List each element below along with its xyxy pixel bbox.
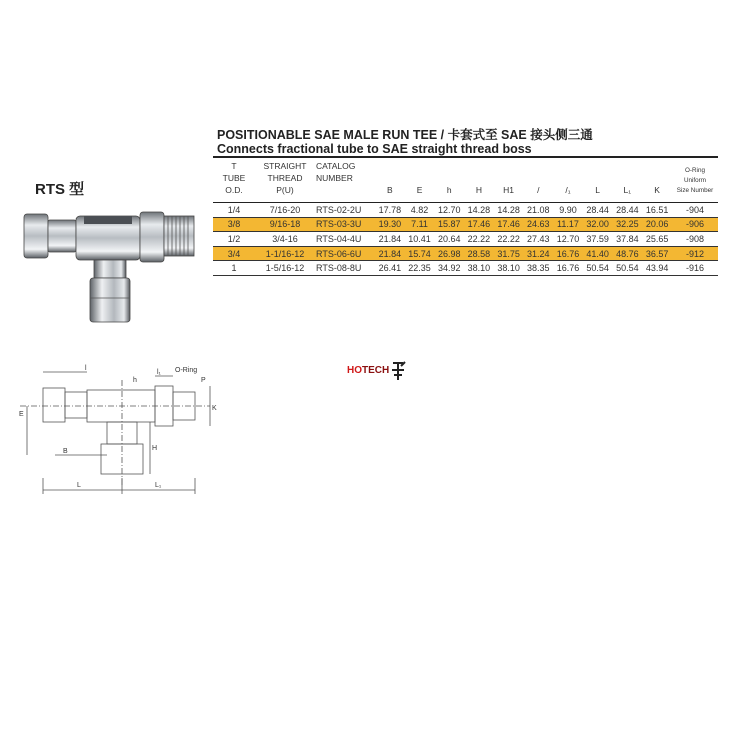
table-cell: 32.00 xyxy=(583,217,613,232)
col-L1: L₁ xyxy=(623,185,632,195)
table-cell: 15.74 xyxy=(405,246,435,261)
col-tube-od: T TUBE O.D. xyxy=(222,161,246,195)
branch-body xyxy=(94,260,126,278)
table-cell: 9.90 xyxy=(559,204,577,215)
drawing-label-oring: O-Ring xyxy=(175,367,198,374)
table-cell: 14.28 xyxy=(467,204,491,215)
table-row xyxy=(213,246,718,261)
table-cell: 22.22 xyxy=(497,233,520,244)
drawing-label-k: K xyxy=(212,405,217,412)
table-cell: 1-5/16-12 xyxy=(265,263,305,274)
right-hex xyxy=(140,212,164,262)
table-cell: 38.10 xyxy=(497,263,520,274)
table-cell: 43.94 xyxy=(645,263,669,274)
table-cell: 16.76 xyxy=(556,263,580,274)
drawing-label-L: L xyxy=(77,482,81,489)
table-row xyxy=(213,232,718,247)
table-cell: 50.54 xyxy=(616,263,639,274)
table-cell: RTS-03-3U xyxy=(315,217,375,232)
table-cell: 3/4-16 xyxy=(272,233,298,244)
table-cell: 7.11 xyxy=(405,217,435,232)
table-cell: 1/4 xyxy=(227,204,241,215)
drawing-label-L1: L₁ xyxy=(155,482,162,489)
table-cell: 17.78 xyxy=(378,204,402,215)
table-cell: 1 xyxy=(231,263,237,274)
col-k: K xyxy=(654,185,660,195)
drawing-label-e: E xyxy=(19,411,24,418)
table-cell: 20.64 xyxy=(437,233,461,244)
col-h: h xyxy=(446,185,452,195)
right-thread xyxy=(164,216,194,256)
drawing-label-h: h xyxy=(133,377,137,384)
table-cell: 37.84 xyxy=(616,233,639,244)
table-cell: 50.54 xyxy=(586,263,609,274)
col-l: / xyxy=(537,185,540,195)
table-cell: -916 xyxy=(685,263,704,274)
branch-nut xyxy=(90,278,130,322)
col-L: L xyxy=(595,185,601,195)
left-body xyxy=(48,220,76,252)
table-row xyxy=(213,203,718,218)
table-cell: 12.70 xyxy=(437,204,461,215)
drawing-left-nut xyxy=(43,388,65,422)
table-cell: 28.44 xyxy=(586,204,609,215)
table-cell: RTS-06-6U xyxy=(315,246,375,261)
table-cell: 19.30 xyxy=(375,217,405,232)
table-row xyxy=(213,217,718,232)
table-cell: 38.35 xyxy=(527,263,550,274)
model-label: RTS 型 xyxy=(35,181,85,198)
table-cell: -904 xyxy=(685,204,704,215)
col-e: E xyxy=(416,185,423,195)
hotech-text: HOTECH xyxy=(347,365,390,376)
table-cell: 28.58 xyxy=(464,246,494,261)
col-l1: /₁ xyxy=(565,185,571,195)
table-cell: -908 xyxy=(685,233,704,244)
col-catalog-number: CATALOG NUMBER xyxy=(316,161,356,183)
table-cell: 22.35 xyxy=(408,263,431,274)
table-cell: 21.84 xyxy=(375,246,405,261)
table-cell: 1/2 xyxy=(227,233,241,244)
table-cell: 3/8 xyxy=(213,217,255,232)
table-cell: 27.43 xyxy=(527,233,550,244)
left-nut xyxy=(24,214,48,258)
table-header-row xyxy=(213,160,718,203)
table-cell: 15.87 xyxy=(434,217,464,232)
drawing-label-h1: H xyxy=(152,445,158,452)
table-cell: 17.46 xyxy=(464,217,494,232)
table-cell: 38.10 xyxy=(467,263,491,274)
table-cell: 48.76 xyxy=(613,246,643,261)
table-cell: 11.17 xyxy=(553,217,583,232)
product-title: POSITIONABLE SAE MALE RUN TEE / 卡套式至 SAE 接头侧三通 xyxy=(217,128,593,142)
table-cell: 37.59 xyxy=(586,233,609,244)
table-cell: 31.24 xyxy=(523,246,553,261)
table-cell: 28.44 xyxy=(616,204,639,215)
table-cell: 17.46 xyxy=(494,217,524,232)
table-cell: 26.98 xyxy=(434,246,464,261)
col-h1: H1 xyxy=(503,185,515,195)
table-cell: RTS-08-8U xyxy=(316,263,362,274)
table-cell: 21.84 xyxy=(378,233,402,244)
product-photo xyxy=(22,200,222,330)
table-cell: 21.08 xyxy=(527,204,550,215)
table-row xyxy=(213,261,718,276)
hotech-logo-icon xyxy=(389,360,407,382)
spec-table xyxy=(213,160,718,276)
col-h-upper: H xyxy=(475,185,482,195)
table-cell: 24.63 xyxy=(523,217,553,232)
table-cell: RTS-04-4U xyxy=(316,233,362,244)
table-cell: 10.41 xyxy=(408,233,431,244)
col-oring-size: O-Ring Uniform Size Number xyxy=(676,167,714,194)
table-cell: 16.76 xyxy=(553,246,583,261)
drawing-label-l: l xyxy=(85,365,87,372)
table-cell: 41.40 xyxy=(583,246,613,261)
body-top-shadow xyxy=(84,216,132,224)
table-cell: 25.65 xyxy=(645,233,669,244)
table-cell: 26.41 xyxy=(378,263,402,274)
table-cell: 16.51 xyxy=(645,204,669,215)
table-cell: RTS-02-2U xyxy=(316,204,362,215)
table-cell: 20.06 xyxy=(642,217,672,232)
table-cell: 7/16-20 xyxy=(269,204,301,215)
table-cell: 3/4 xyxy=(213,246,255,261)
technical-drawing xyxy=(15,360,220,500)
table-cell: 1-1/16-12 xyxy=(255,246,315,261)
table-cell: 9/16-18 xyxy=(255,217,315,232)
table-cell: 36.57 xyxy=(642,246,672,261)
title-rule xyxy=(213,156,718,158)
table-cell: 14.28 xyxy=(497,204,520,215)
table-cell: 34.92 xyxy=(437,263,461,274)
hotech-watermark xyxy=(347,365,389,376)
table-cell: 12.70 xyxy=(556,233,580,244)
col-straight-thread: STRAIGHT THREAD P(U) xyxy=(263,161,307,195)
table-cell: 32.25 xyxy=(613,217,643,232)
drawing-label-b: B xyxy=(63,448,68,455)
table-cell: 22.22 xyxy=(467,233,491,244)
table-cell: -912 xyxy=(672,246,718,261)
drawing-label-p: P xyxy=(201,377,206,384)
product-subtitle: Connects fractional tube to SAE straight thread boss xyxy=(217,142,532,156)
table-cell: 31.75 xyxy=(494,246,524,261)
table-cell: -906 xyxy=(672,217,718,232)
table-cell: 4.82 xyxy=(410,204,429,215)
col-b: B xyxy=(387,185,393,195)
drawing-label-l1: l₁ xyxy=(157,369,161,376)
